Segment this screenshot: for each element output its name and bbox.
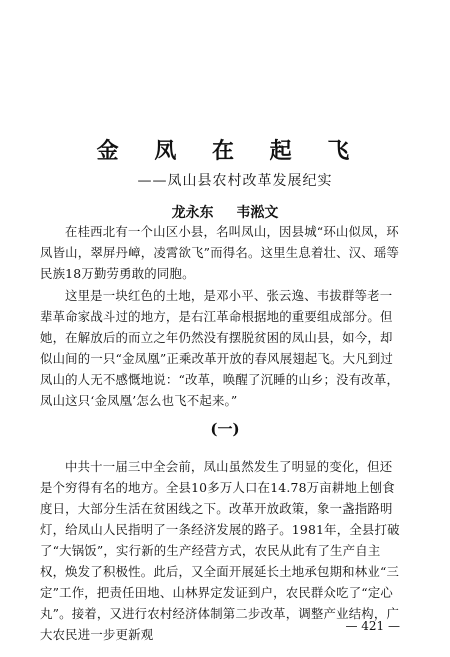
section-heading: (一) bbox=[210, 420, 240, 438]
body-paragraph: 中共十一届三中全会前，凤山虽然发生了明显的变化，但还是个穷得有名的地方。全县10多万人口在14.78万亩耕地上刨食度日，大部分生活在贫困线之下。改革开放政策，象一盏指路明灯，给凤山人民指明了一条经济发展的路子。1981年，全县打破了“大锅饭”，实行新的生产经营方式，农民从此有了生产自主权，焕发了积极性。此后，又全面开展延长土地承包期和林业“三定”工作，把责任田地、山林界定发证到户，农民群众吃了“定心丸”。接着，又进行农村经济体制第二步改革，调整产业结构，广大农民进一步更新观 bbox=[40, 459, 400, 642]
body-paragraph: 在桂西北有一个山区小县，名叫凤山，因县城“环山似凤，环凤皆山，翠屏丹嶂，凌霄欲飞”而得名。这里生息着壮、汉、瑶等民族18万勤劳勇敢的同胞。 bbox=[40, 224, 400, 281]
page-number: — 421 — bbox=[345, 619, 400, 633]
body-paragraph: 这里是一块红色的土地，是邓小平、张云逸、韦拔群等老一辈革命家战斗过的地方，是右江革命根据地的重要组成部分。但她，在解放后的而立之年仍然没有摆脱贫困的凤山县，如今，却似山间的一只“金凤凰”正乘改革开放的春风展翅起飞。大凡到过凤山的人无不感慨地说：“改革，唤醒了沉睡的山乡；没有改革，凤山这只‘金凤凰’怎么也飞不起来。” bbox=[40, 288, 400, 408]
article-title: 金 凤 在 起 飞 bbox=[96, 139, 364, 164]
article-subtitle: ——凤山县农村改革发展纪实 bbox=[137, 173, 333, 189]
article-authors: 龙永东 韦淞文 bbox=[171, 205, 279, 221]
